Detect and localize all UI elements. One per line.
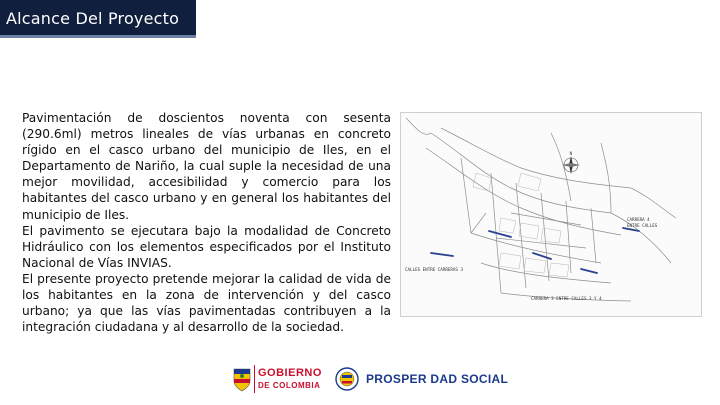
prosperidad-social-logo	[332, 361, 509, 397]
colombia-coat-of-arms-icon	[232, 365, 252, 393]
gobierno-line2: DE COLOMBIA	[258, 381, 321, 390]
urban-map	[400, 112, 702, 317]
logo-separator	[254, 365, 255, 393]
gobierno-line1: GOBIERNO	[258, 367, 322, 379]
footer-logos	[228, 361, 509, 397]
title-bar	[0, 0, 196, 38]
map-label-calles: CALLES ENTRE CARRERAS 3	[405, 267, 463, 272]
urban-map-drawing	[401, 113, 701, 316]
title-accent-line	[0, 35, 196, 38]
paragraph-benefits: El presente proyecto pretende mejorar la calidad de vida de los habitantes en la zona de intervención y del casco urbano; ya que las vías pavimentadas contribuyen a la integración ciudadana y al desarrollo de la sociedad.	[22, 271, 391, 335]
prosperidad-seal-icon	[334, 365, 360, 393]
gobierno-de-colombia-logo	[228, 361, 338, 397]
map-label-carrera-bottom: CARRERA 3 ENTRE CALLES 3 Y 4	[531, 296, 602, 301]
paragraph-method: El pavimento se ejecutara bajo la modalidad de Concreto Hidráulico con los elementos especificados por el Instituto Nacional de Vías INVIAS.	[22, 223, 391, 270]
slide-title: Alcance Del Proyecto	[6, 9, 180, 28]
prosperidad-social-wordmark: PROSPER DAD SOCIAL	[366, 372, 509, 386]
paragraph-scope: Pavimentación de doscientos noventa con sesenta (290.6ml) metros lineales de vías urbanas en concreto rígido en el casco urbano del municipio de Iles, en el Departamento de Nariño, la cual suple la necesidad de una mejor movilidad, accesibilidad y comercio para los habitantes del casco urbano y en general los habitantes del municipio de Iles.	[22, 111, 391, 222]
map-label-carrera4b: ENTRE CALLES	[627, 223, 658, 228]
svg-text:N: N	[569, 151, 573, 156]
project-description	[22, 110, 391, 335]
map-label-carrera4: CARRERA 4	[627, 217, 650, 222]
